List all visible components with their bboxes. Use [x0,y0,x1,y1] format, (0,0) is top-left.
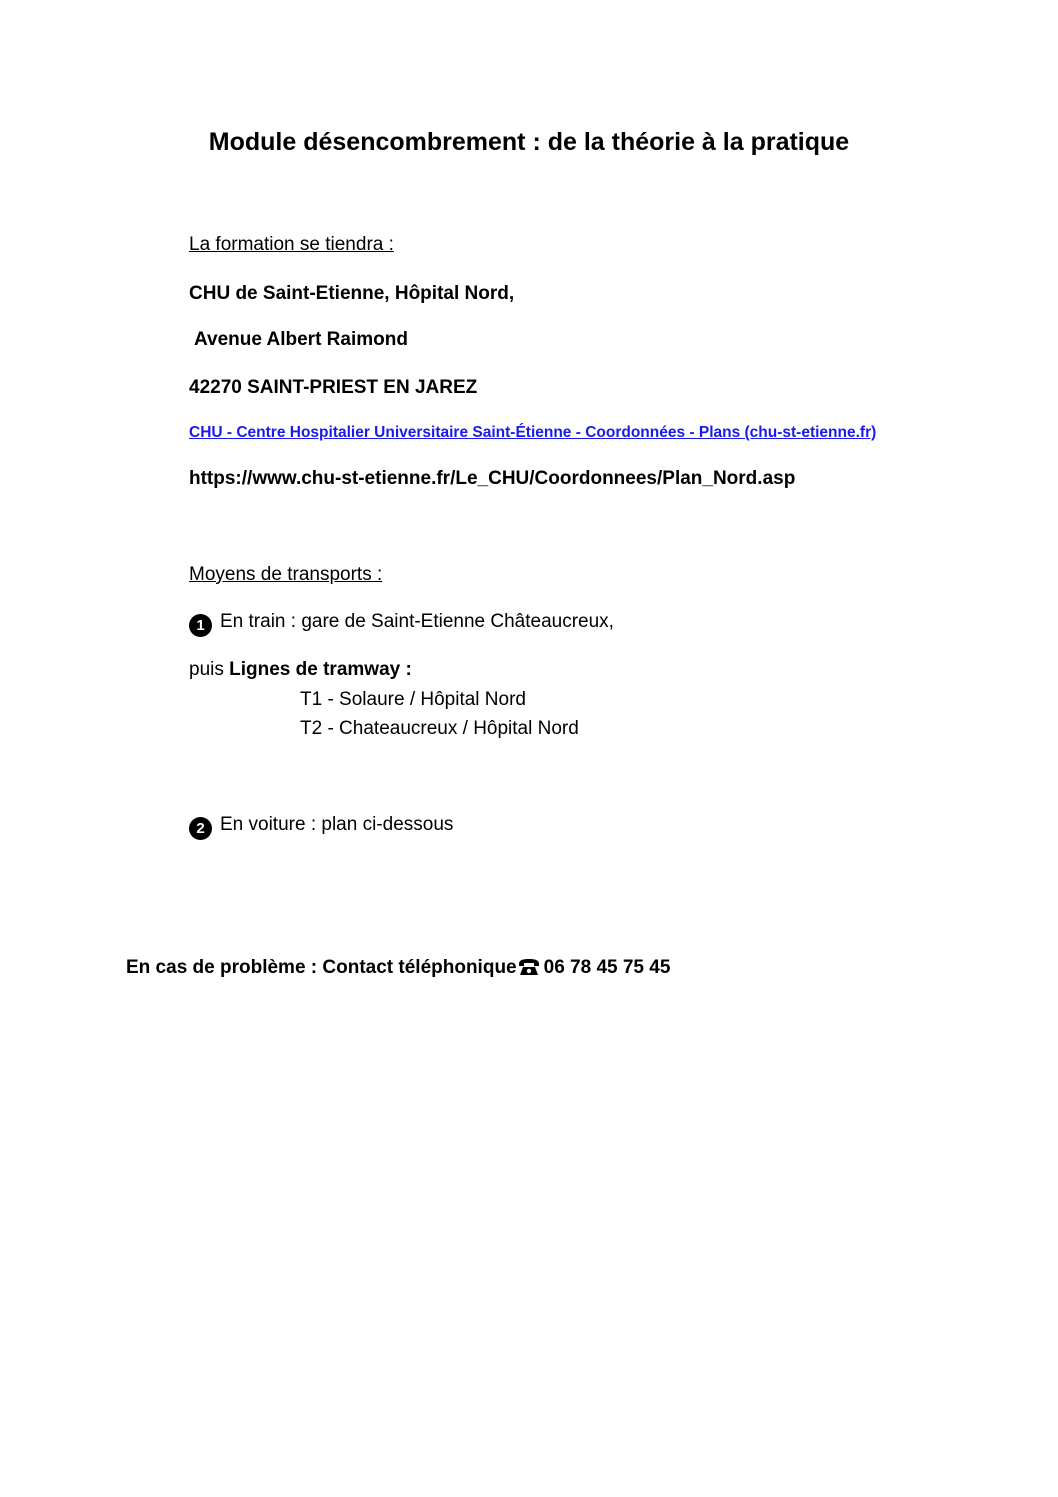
telephone-icon [518,958,540,983]
venue-street: Avenue Albert Raimond [194,329,408,350]
tram-line-t2: T2 - Chateaucreux / Hôpital Nord [300,718,579,739]
transport-heading: Moyens de transports : [189,564,383,585]
number-two-icon: 2 [189,817,212,840]
tram-heading: Lignes de tramway : [229,659,412,680]
number-one-icon: 1 [189,614,212,637]
venue-name: CHU de Saint-Etienne, Hôpital Nord, [189,283,515,304]
contact-phone: 06 78 45 75 45 [543,957,671,978]
page-title: Module désencombrement : de la théorie à la pratique [208,128,850,156]
tram-prefix: puis [189,659,230,680]
tram-line-t1: T1 - Solaure / Hôpital Nord [300,689,526,710]
venue-heading: La formation se tiendra : [189,234,394,255]
car-text: En voiture : plan ci-dessous [220,814,454,835]
train-text: En train : gare de Saint-Etienne Châteaucreux, [220,611,614,632]
contact-label: En cas de problème : Contact téléphonique [126,957,517,978]
train-item [189,610,614,637]
venue-url: https://www.chu-st-etienne.fr/Le_CHU/Coordonnees/Plan_Nord.asp [189,468,796,489]
venue-map-link[interactable]: CHU - Centre Hospitalier Universitaire Saint-Étienne - Coordonnées - Plans (chu-st-etienne.fr) [189,424,877,441]
car-item [189,813,453,840]
tram-intro [189,658,412,682]
contact-line [126,956,670,983]
venue-city: 42270 SAINT-PRIEST EN JAREZ [189,377,478,398]
